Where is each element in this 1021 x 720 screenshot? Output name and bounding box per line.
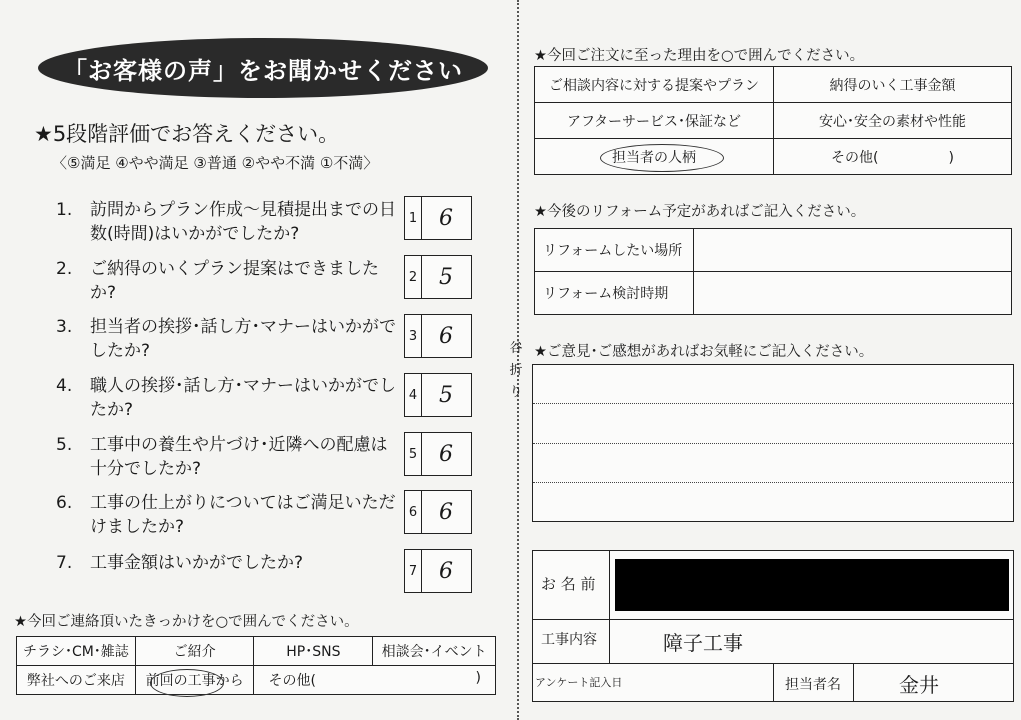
opinion-field[interactable] — [532, 364, 1014, 522]
opinion-title: ★ご意見･ご感想があればお気軽にご記入ください。 — [534, 344, 874, 360]
banner-title: 「お客様の声」をお聞かせください — [38, 38, 488, 98]
score-box-3[interactable]: 3 6 — [404, 314, 472, 358]
reform-time-field[interactable] — [694, 272, 1012, 315]
reform-place-label: リフォームしたい場所 — [535, 229, 694, 272]
score-box-2[interactable]: 2 5 — [404, 255, 472, 299]
reform-time-label: リフォーム検討時期 — [535, 272, 694, 315]
ruled-line — [533, 403, 1013, 404]
reason-option[interactable]: ご相談内容に対する提案やプラン — [535, 67, 774, 103]
contact-option[interactable]: チラシ･CM･雑誌 — [17, 637, 136, 666]
reason-title: ★今回ご注文に至った理由を○で囲んでください。 — [534, 48, 865, 64]
reason-option[interactable]: 担当者の人柄 — [535, 139, 774, 175]
divider — [533, 619, 1013, 620]
selection-circle-mark — [150, 669, 224, 697]
redacted-name — [615, 559, 1009, 611]
reason-option[interactable]: アフターサービス･保証など — [535, 103, 774, 139]
score-box-7[interactable]: 7 6 — [404, 549, 472, 593]
ruled-line — [533, 443, 1013, 444]
score-box-6[interactable]: 6 6 — [404, 490, 472, 534]
score-value: 6 — [439, 558, 453, 584]
fold-label: 谷 折 り — [509, 341, 523, 400]
score-value: 5 — [439, 382, 453, 408]
ruled-line — [533, 482, 1013, 483]
reform-title: ★今後のリフォーム予定があればご記入ください。 — [534, 204, 866, 220]
reform-place-field[interactable] — [694, 229, 1012, 272]
score-value: 5 — [439, 264, 453, 290]
contact-option[interactable]: 相談会･イベント — [373, 637, 496, 666]
contact-option[interactable]: 弊社へのご来店 — [17, 666, 136, 695]
score-value: 6 — [439, 323, 453, 349]
date-label: アンケート記入日 — [535, 676, 623, 689]
work-label: 工事内容 — [541, 632, 597, 648]
evaluation-heading: ★5段階評価でお答えください。 — [34, 122, 340, 146]
reason-option[interactable]: 納得のいく工事金額 — [774, 67, 1012, 103]
staff-label: 担当者名 — [785, 677, 841, 693]
contact-option-other[interactable]: その他( ) — [254, 666, 496, 695]
selection-circle-mark — [600, 144, 724, 172]
staff-value[interactable]: 金井 — [899, 673, 939, 697]
score-value: 6 — [439, 205, 453, 231]
contact-option[interactable]: 前回の工事から — [135, 666, 254, 695]
contact-option[interactable]: HP･SNS — [254, 637, 373, 666]
work-value[interactable]: 障子工事 — [663, 631, 743, 655]
contact-table — [16, 636, 496, 695]
contact-title: ★今回ご連絡頂いたきっかけを○で囲んでください。 — [14, 614, 359, 630]
evaluation-scale: 〈⑤満足 ④やや満足 ③普通 ②やや不満 ①不満〉 — [52, 154, 379, 172]
divider — [773, 663, 774, 701]
reason-option[interactable]: 安心･安全の素材や性能 — [774, 103, 1012, 139]
score-value: 6 — [439, 441, 453, 467]
score-box-1[interactable]: 1 6 — [404, 196, 472, 240]
contact-option[interactable]: ご紹介 — [135, 637, 254, 666]
name-label: お 名 前 — [541, 575, 596, 593]
score-value: 6 — [439, 499, 453, 525]
score-box-5[interactable]: 5 6 — [404, 432, 472, 476]
divider — [853, 663, 854, 701]
divider — [609, 551, 610, 663]
reform-table — [534, 228, 1012, 315]
score-box-4[interactable]: 4 5 — [404, 373, 472, 417]
reason-option-other[interactable]: その他( ) — [774, 139, 1012, 175]
customer-info-table — [532, 550, 1014, 702]
